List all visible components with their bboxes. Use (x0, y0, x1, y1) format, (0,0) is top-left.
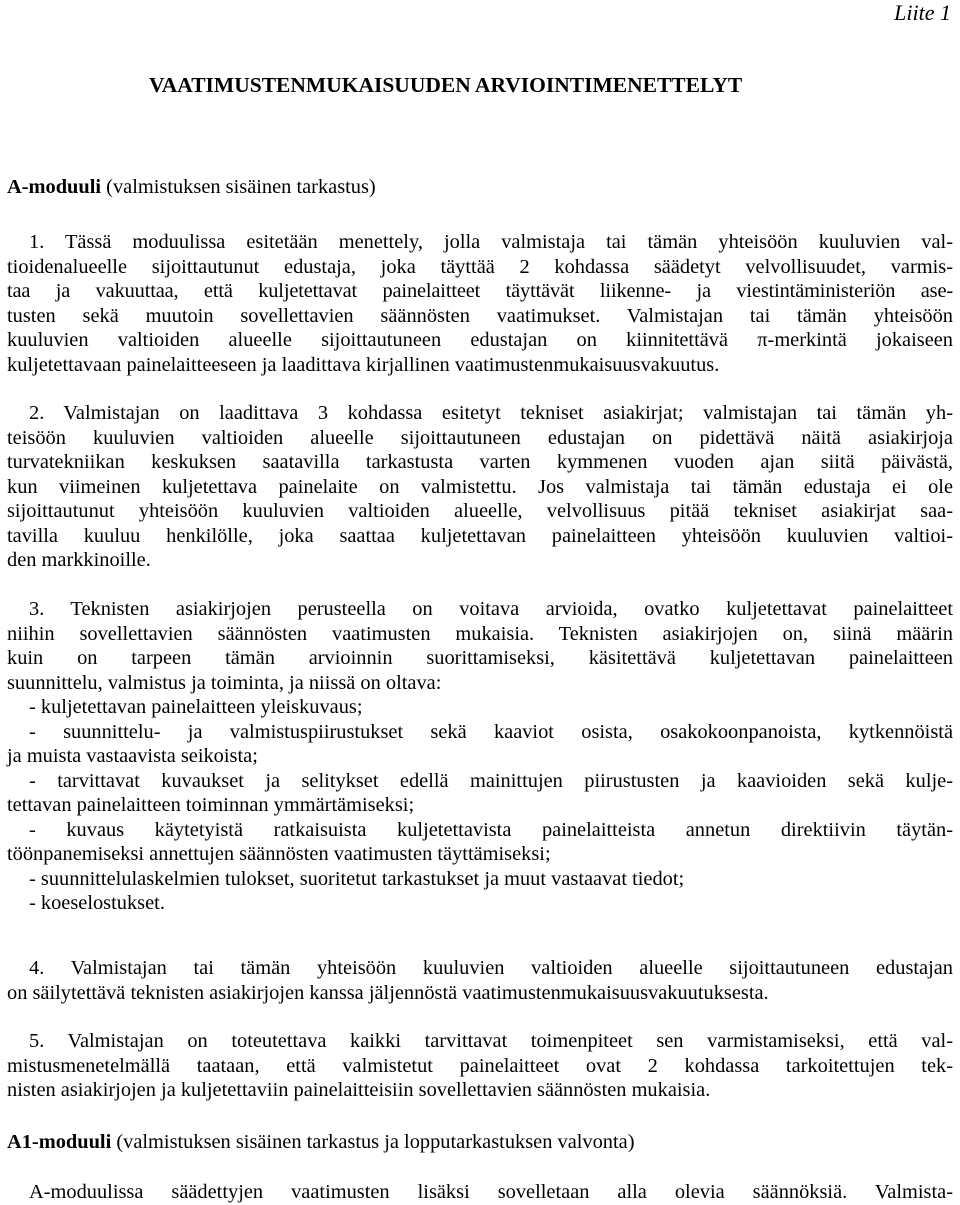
section-1-line: kuuluvien valtioiden alueelle sijoittautuneen edustajan on kiinnitettävä π-merkintä jokaiseen (7, 329, 953, 351)
section-3-line: ja muista vastaavista seikoista; (7, 745, 258, 767)
module-a1-name: A1-moduuli (7, 1131, 112, 1153)
section-4-line: on säilytettävä teknisten asiakirjojen kanssa jäljennöstä vaatimustenmukaisuusvakuutuksesta. (7, 981, 769, 1004)
section-1 (7, 230, 953, 377)
section-3-list-item: - suunnittelulaskelmien tulokset, suoritetut tarkastukset ja muut vastaavat tiedot; (29, 867, 685, 890)
section-3-list-item: - kuljetettavan painelaitteen yleiskuvaus; (29, 696, 363, 718)
module-a1-intro-line: A-moduulissa säädettyjen vaatimusten lisäksi sovelletaan alla olevia säännöksiä. Valmista- (29, 1181, 953, 1203)
module-a1-intro (7, 1180, 953, 1205)
section-2-line: den markkinoille. (7, 549, 151, 571)
section-5-line: nisten asiakirjojen ja kuljetettaviin painelaitteisiin sovellettavien säännösten mukaisia. (7, 1079, 711, 1101)
section-3-list-item: - kuvaus käytetyistä ratkaisuista kuljetettavista painelaitteista annetun direktiivin täytän- (29, 818, 953, 841)
section-3-line: kuin on tarpeen tämän arvioinnin suorittamiseksi, käsitettävä kuljetettavan painelaitteen (7, 647, 953, 669)
module-a-heading (7, 175, 376, 200)
section-1-line: tioidenalueelle sijoittautunut edustaja, joka täyttää 2 kohdassa säädetyt velvollisuudet, varmis- (7, 255, 953, 278)
section-1-line: taa ja vakuuttaa, että kuljetettavat painelaitteet täyttävät liikenne- ja viestintäministeriön ase- (7, 280, 953, 302)
appendix-label: Liite 1 (894, 0, 951, 25)
section-3-line: suunnittelu, valmistus ja toiminta, ja niissä on oltava: (7, 671, 442, 694)
section-3-list-item: - tarvittavat kuvaukset ja selitykset edellä mainittujen piirustusten ja kaavioiden sekä kulje- (29, 769, 953, 792)
section-2-line: turvatekniikan keskuksen saatavilla tarkastusta varten kymmenen vuoden ajan siitä päivästä, (7, 451, 953, 473)
document-title: VAATIMUSTENMUKAISUUDEN ARVIOINTIMENETTELYT (149, 73, 743, 97)
section-1-line: kuljetettavaan painelaitteeseen ja laadittava kirjallinen vaatimustenmukaisuusvakuutus. (7, 353, 720, 376)
module-a1-description: (valmistuksen sisäinen tarkastus ja lopputarkastuksen valvonta) (111, 1131, 635, 1153)
section-2-line: tavilla kuuluu henkilölle, joka saattaa kuljetettavan painelaitteen yhteisöön kuuluvien valtioi- (7, 524, 953, 547)
section-3 (7, 597, 953, 916)
section-2-line: 2. Valmistajan on laadittava 3 kohdassa esitetyt tekniset asiakirjat; valmistajan tai tämän yh- (29, 402, 953, 424)
section-4-line: 4. Valmistajan tai tämän yhteisöön kuuluvien valtioiden alueelle sijoittautuneen edustajan (29, 957, 953, 979)
section-3-line: tettavan painelaitteen toiminnan ymmärtämiseksi; (7, 794, 415, 816)
section-1-line: 1. Tässä moduulissa esitetään menettely, jolla valmistaja tai tämän yhteisöön kuuluvien val- (29, 231, 953, 253)
section-2 (7, 401, 953, 573)
section-2-line: kun viimeinen kuljetettava painelaite on valmistettu. Jos valmistaja tai tämän edustaja ei ole (7, 475, 953, 498)
section-3-list-item: - koeselostukset. (29, 892, 165, 914)
section-5-line: 5. Valmistajan on toteutettava kaikki tarvittavat toimenpiteet sen varmistamiseksi, että val- (29, 1030, 953, 1052)
section-1-line: tusten sekä muutoin sovellettavien säännösten vaatimukset. Valmistajan tai tämän yhteisöön (7, 304, 953, 327)
section-2-line: teisöön kuuluvien valtioiden alueelle sijoittautuneen edustajan on pidettävä näitä asiakirjoja (7, 426, 953, 449)
module-a1-heading (7, 1130, 635, 1155)
section-3-list-item: - suunnittelu- ja valmistuspiirustukset sekä kaaviot osista, osakokoonpanoista, kytkennöistä (29, 720, 953, 743)
module-a-name: A-moduuli (7, 176, 102, 198)
section-4 (7, 956, 953, 1005)
section-2-line: sijoittautunut yhteisöön kuuluvien valtioiden alueelle, velvollisuus pitää tekniset asiakirjat saa- (7, 500, 953, 522)
section-5-line: mistusmenetelmällä taataan, että valmistetut painelaitteet ovat 2 kohdassa tarkoitettujen tek- (7, 1054, 953, 1077)
module-a-description: (valmistuksen sisäinen tarkastus) (101, 176, 376, 198)
section-3-line: töönpanemiseksi annettujen säännösten vaatimusten täyttämiseksi; (7, 843, 551, 865)
section-5 (7, 1029, 953, 1103)
section-3-line: 3. Teknisten asiakirjojen perusteella on voitava arvioida, ovatko kuljetettavat painelaitteet (29, 598, 953, 620)
section-3-line: niihin sovellettavien säännösten vaatimusten mukaisia. Teknisten asiakirjojen on, siinä määrin (7, 622, 953, 645)
